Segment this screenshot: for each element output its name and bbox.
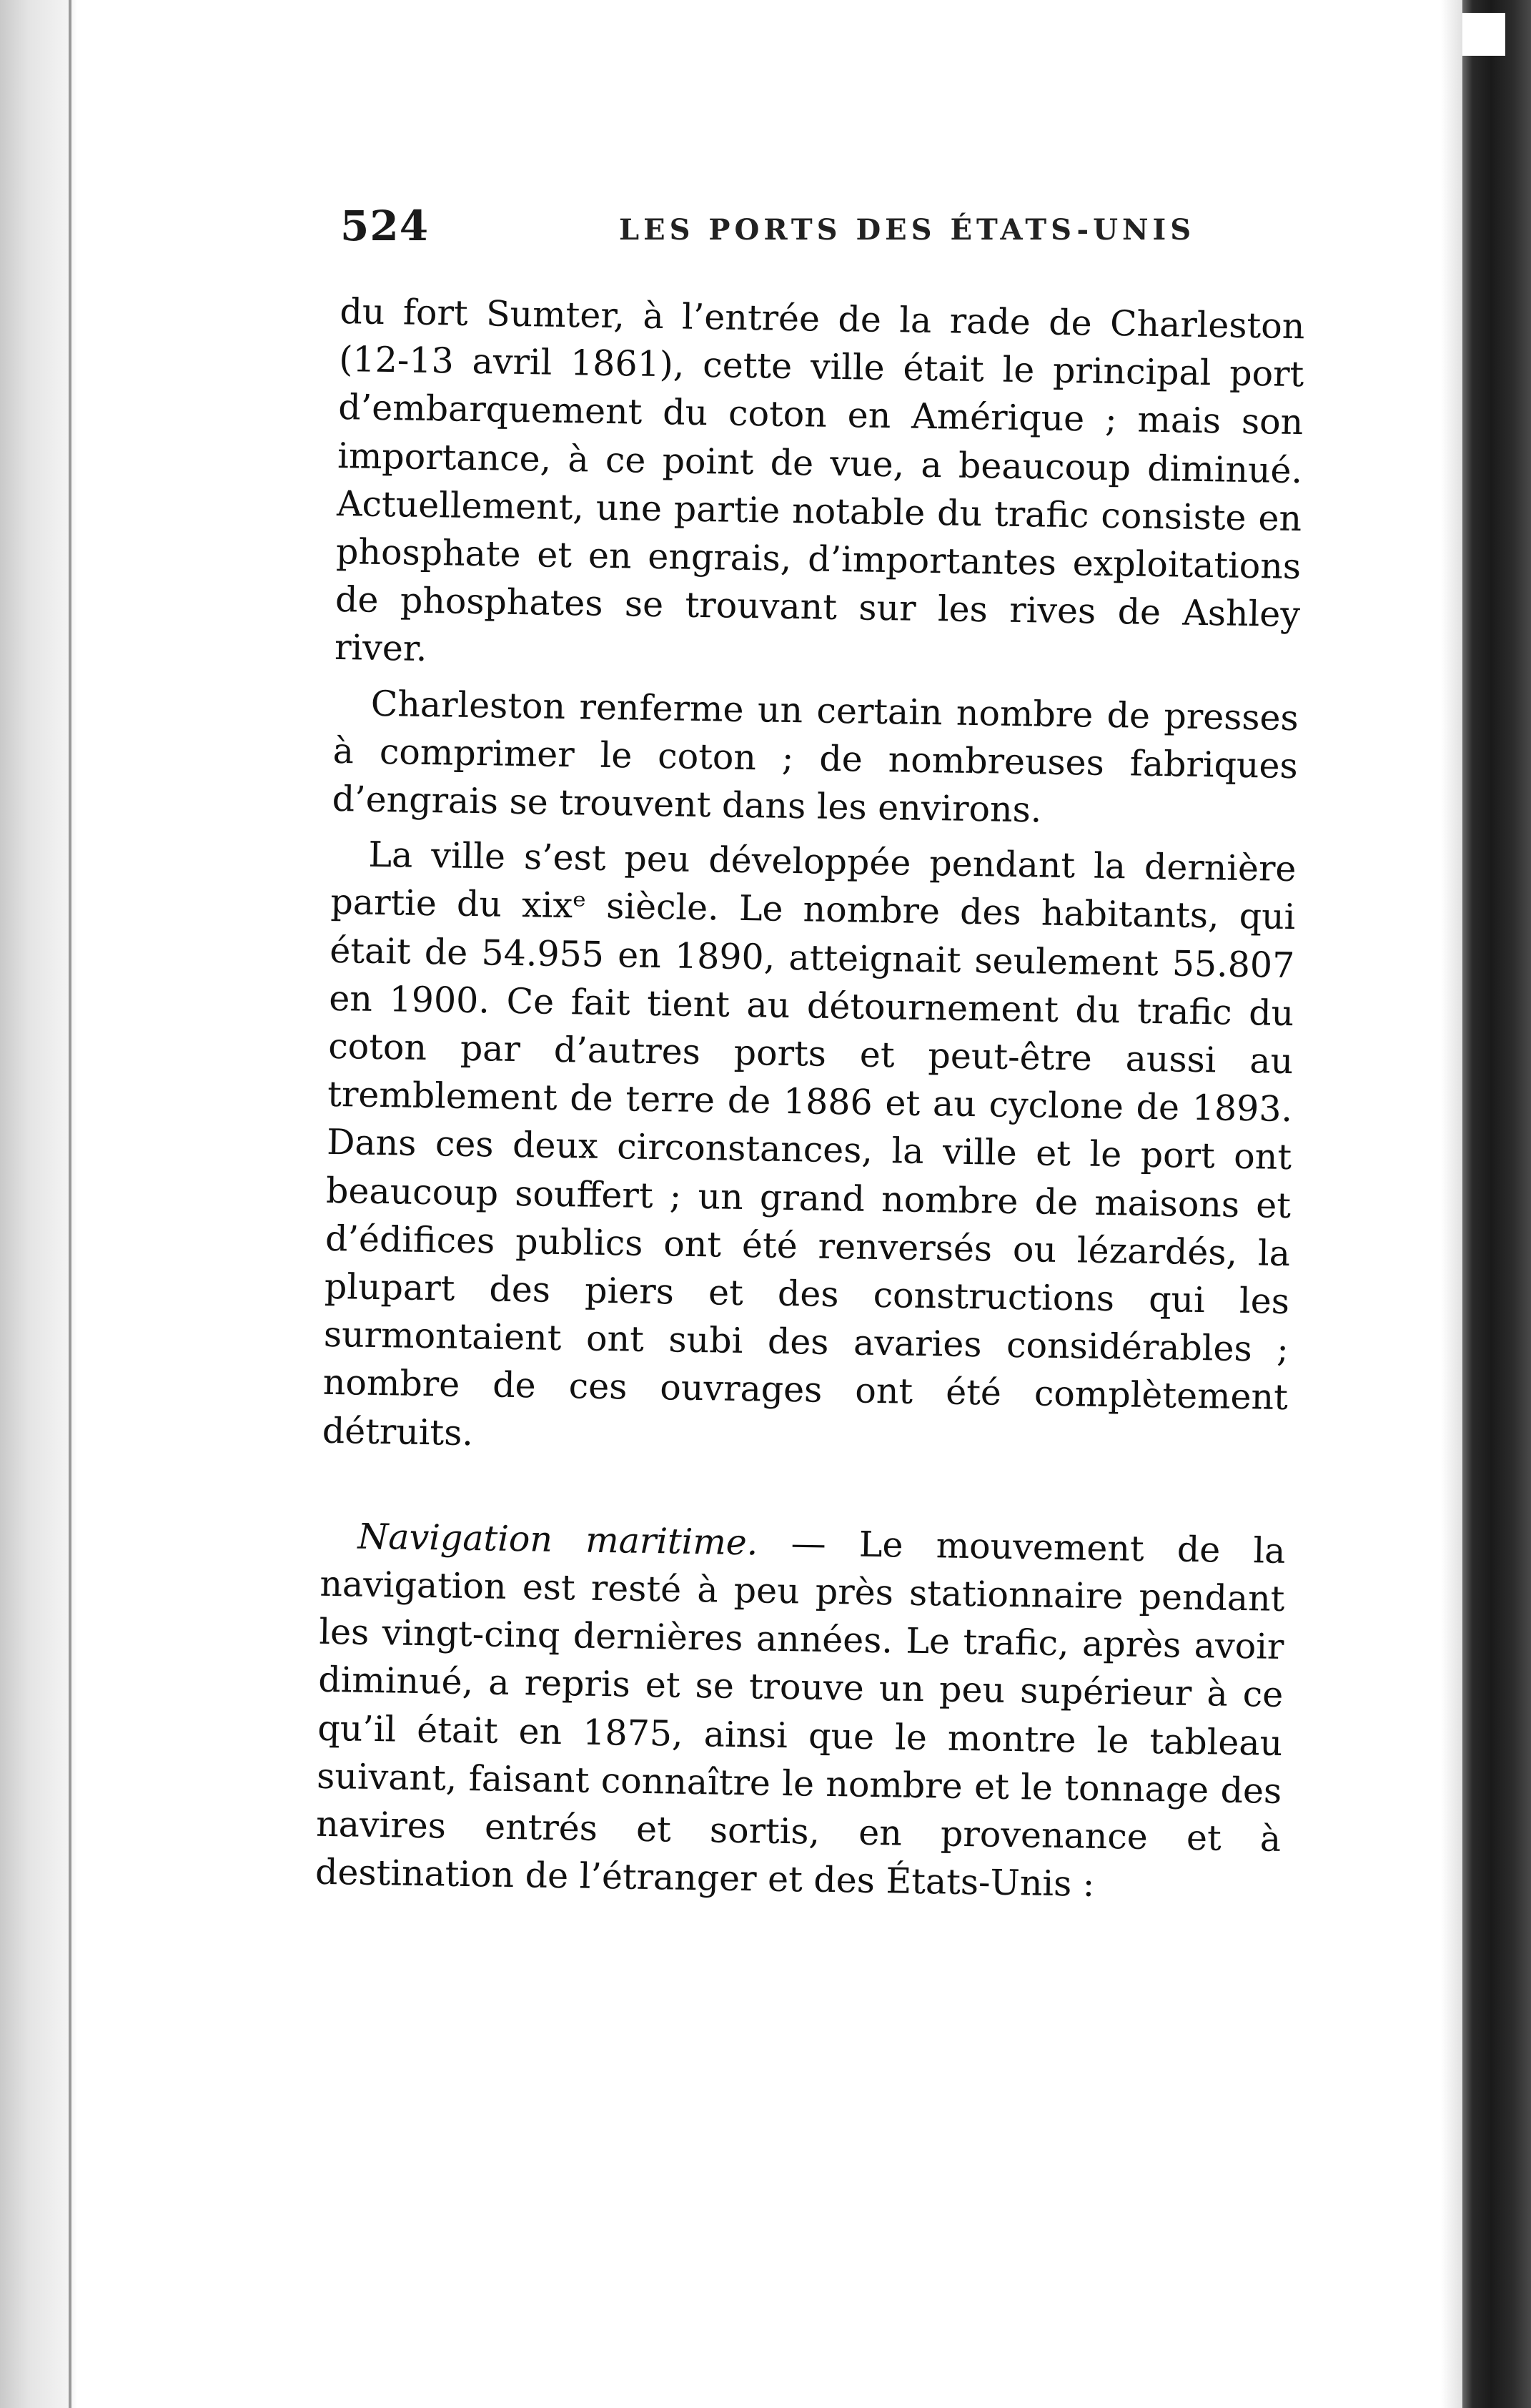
paragraph-2: Charleston renferme un certain nombre de presses à comprimer le coton ; de nombreuses fabriques d’engrais se trouvent dans les environs.	[332, 683, 1299, 831]
paragraph-navigation	[315, 1512, 1286, 1912]
scan-corner-notch	[1462, 13, 1505, 56]
running-head	[340, 202, 1316, 259]
paragraph-1: du fort Sumter, à l’entrée de la rade de Charleston (12-13 avril 1861), cette ville était le principal port d’embarquement du coton en Amérique ; mais son importance, à ce point de vue, a beaucoup diminué. Actuellement, une partie notable du trafic consiste en phosphate et en engrais, d’importantes exploitations de phosphates se trouvant sur les rives de Ashley river.	[334, 290, 1305, 670]
paragraph-4-text: — Le mouvement de la navigation est resté à peu près stationnaire pendant les vingt-cinq dernières années. Le trafic, après avoir diminué, a repris et se trouve un peu supérieur à ce qu’il était en 1875, ainsi que le montre le tableau suivant, faisant connaître le nombre et le tonnage des navires entrés et sortis, en provenance et à destination de l’étranger et des États-Unis :	[314, 1522, 1286, 1905]
paragraph-3: La ville s’est peu développée pendant la dernière partie du xixᵉ siècle. Le nombre des habitants, qui était de 54.955 en 1890, atteignait seulement 55.807 en 1900. Ce fait tient au détournement du trafic du coton par d’autres ports et peut-être aussi au tremblement de terre de 1886 et au cyclone de 1893. Dans ces deux circonstances, la ville et le port ont beaucoup souffert ; un grand nombre de maisons et d’édifices publics ont été renversés ou lézardés, la plupart des piers et des constructions qui les surmontaient ont subi des avaries considérables ; nombre de ces ouvrages ont été complètement détruits.	[322, 834, 1297, 1454]
page-number: 524	[340, 202, 430, 250]
section-heading: Navigation maritime.	[357, 1516, 758, 1564]
scan-right-border	[1462, 0, 1531, 2408]
body-text	[315, 287, 1305, 1911]
running-title: LES PORTS DES ÉTATS-UNIS	[619, 213, 1196, 247]
scan-right-shadow	[1441, 0, 1462, 2408]
scan-left-rule	[69, 0, 71, 2408]
scan-left-margin	[0, 0, 77, 2408]
